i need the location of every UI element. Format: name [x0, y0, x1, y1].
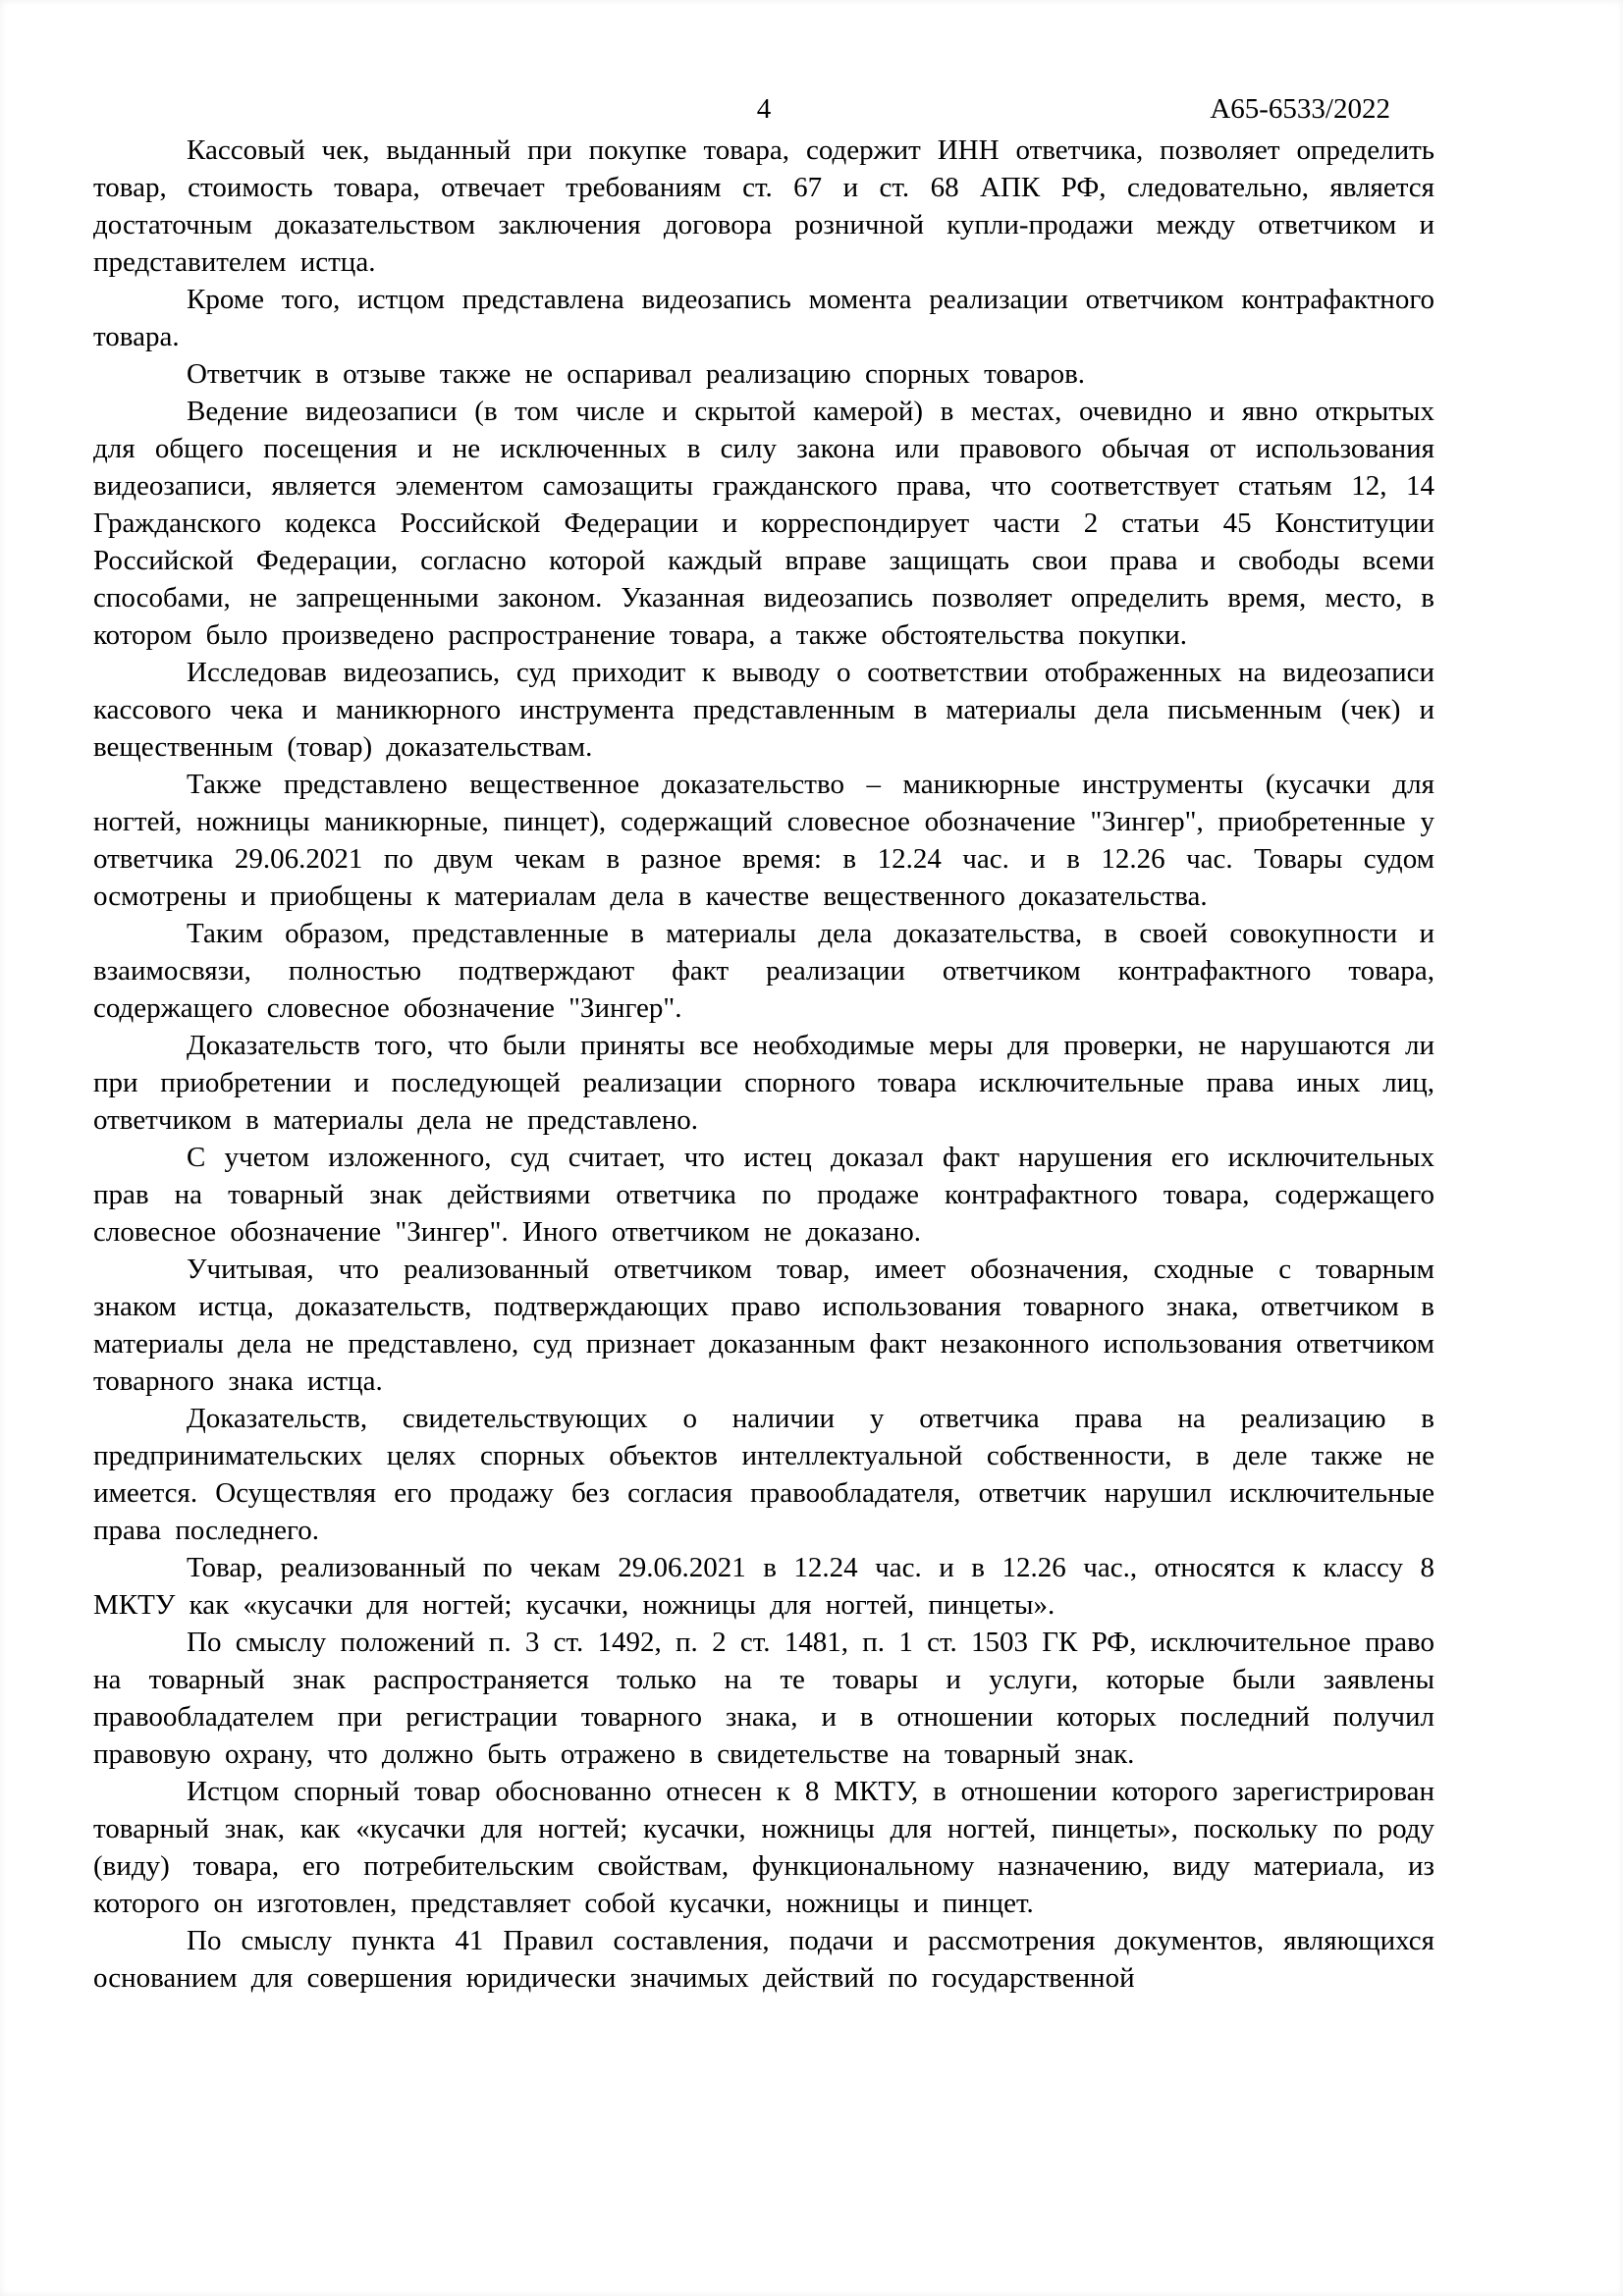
page-content [93, 90, 1434, 1997]
case-number: А65-6533/2022 [1210, 93, 1390, 125]
paragraph-physical-evidence: Также представлено вещественное доказательство – маникюрные инструменты (кусачки для ногтей, ножницы маникюрные, пинцет), содержащий словесное обозначение "Зингер", приобретенные у ответчика 29.06.2021 по двум чекам в разное время: в 12.24 час. и в 12.26 час. Товары судом осмотрены и приобщены к материалам дела в качестве вещественного доказательства. [93, 769, 1434, 912]
paragraph-rules-item-41: По смыслу пункта 41 Правил составления, подачи и рассмотрения документов, являющихся основанием для совершения юридически значимых действий по государственной [93, 1925, 1434, 1994]
paragraph-no-right-to-sell: Доказательств, свидетельствующих о наличии у ответчика права на реализацию в предпринимательских целях спорных объектов интеллектуальной собственности, в деле также не имеется. Осуществляя его продажу без согласия правообладателя, ответчик нарушил исключительные права последнего. [93, 1403, 1434, 1546]
paragraph-trademark-similarity: Учитывая, что реализованный ответчиком товар, имеет обозначения, сходные с товарным знаком истца, доказательств, подтверждающих право использования товарного знака, ответчиком в материалы дела не представлено, суд признает доказанным факт незаконного использования ответчиком товарного знака истца. [93, 1254, 1434, 1397]
paragraph-civil-code-provisions: По смыслу положений п. 3 ст. 1492, п. 2 ст. 1481, п. 1 ст. 1503 ГК РФ, исключительное право на товарный знак распространяется только на те товары и услуги, которые были заявлены правообладателем при регистрации товарного знака, и в отношении которых последний получил правовую охрану, что должно быть отражено в свидетельстве на товарный знак. [93, 1627, 1434, 1770]
page-header [93, 90, 1434, 128]
paragraph-goods-class-8: Товар, реализованный по чекам 29.06.2021 в 12.24 час. и в 12.26 час., относятся к классу 8 МКТУ как «кусачки для ногтей; кусачки, ножницы для ногтей, пинцеты». [93, 1552, 1434, 1621]
paragraph-plaintiff-classification: Истцом спорный товар обоснованно отнесен к 8 МКТУ, в отношении которого зарегистрирован товарный знак, как «кусачки для ногтей; кусачки, ножницы для ногтей, пинцеты», поскольку по роду (виду) товара, его потребительским свойствам, функциональному назначению, виду материала, из которого он изготовлен, представляет собой кусачки, ножницы и пинцет. [93, 1776, 1434, 1919]
paragraph-video-examined: Исследовав видеозапись, суд приходит к выводу о соответствии отображенных на видеозаписи кассового чека и маникюрного инструмента представленным в материалы дела письменным (чек) и вещественным (товар) доказательствам. [93, 657, 1434, 763]
paragraph-evidence-conclusion: Таким образом, представленные в материалы дела доказательства, в своей совокупности и взаимосвязи, полностью подтверждают факт реализации ответчиком контрафактного товара, содержащего словесное обозначение "Зингер". [93, 918, 1434, 1024]
paragraph-defendant-no-dispute: Ответчик в отзыве также не оспаривал реализацию спорных товаров. [187, 358, 1086, 390]
paragraph-cash-receipt: Кассовый чек, выданный при покупке товара, содержит ИНН ответчика, позволяет определить товар, стоимость товара, отвечает требованиям ст. 67 и ст. 68 АПК РФ, следовательно, является достаточным доказательством заключения договора розничной купли-продажи между ответчиком и представителем истца. [93, 134, 1434, 278]
page-number: 4 [756, 93, 772, 125]
paragraph-no-proof-of-measures: Доказательств того, что были приняты все необходимые меры для проверки, не нарушаются ли при приобретении и последующей реализации спорного товара исключительные права иных лиц, ответчиком в материалы дела не представлено. [93, 1030, 1434, 1136]
paragraph-video-recording-law: Ведение видеозаписи (в том числе и скрытой камерой) в местах, очевидно и явно открытых для общего посещения и не исключенных в силу закона или правового обычая от использования видеозаписи, является элементом самозащиты гражданского права, что соответствует статьям 12, 14 Гражданского кодекса Российской Федерации и корреспондирует части 2 статьи 45 Конституции Российской Федерации, согласно которой каждый вправе защищать свои права и свободы всеми способами, не запрещенными законом. Указанная видеозапись позволяет определить время, место, в котором было произведено распространение товара, а также обстоятельства покупки. [93, 396, 1434, 651]
paragraph-video-provided: Кроме того, истцом представлена видеозапись момента реализации ответчиком контрафактного товара. [93, 284, 1434, 352]
paragraph-court-considers: С учетом изложенного, суд считает, что истец доказал факт нарушения его исключительных прав на товарный знак действиями ответчика по продаже контрафактного товара, содержащего словесное обозначение "Зингер". Иного ответчиком не доказано. [93, 1142, 1434, 1248]
